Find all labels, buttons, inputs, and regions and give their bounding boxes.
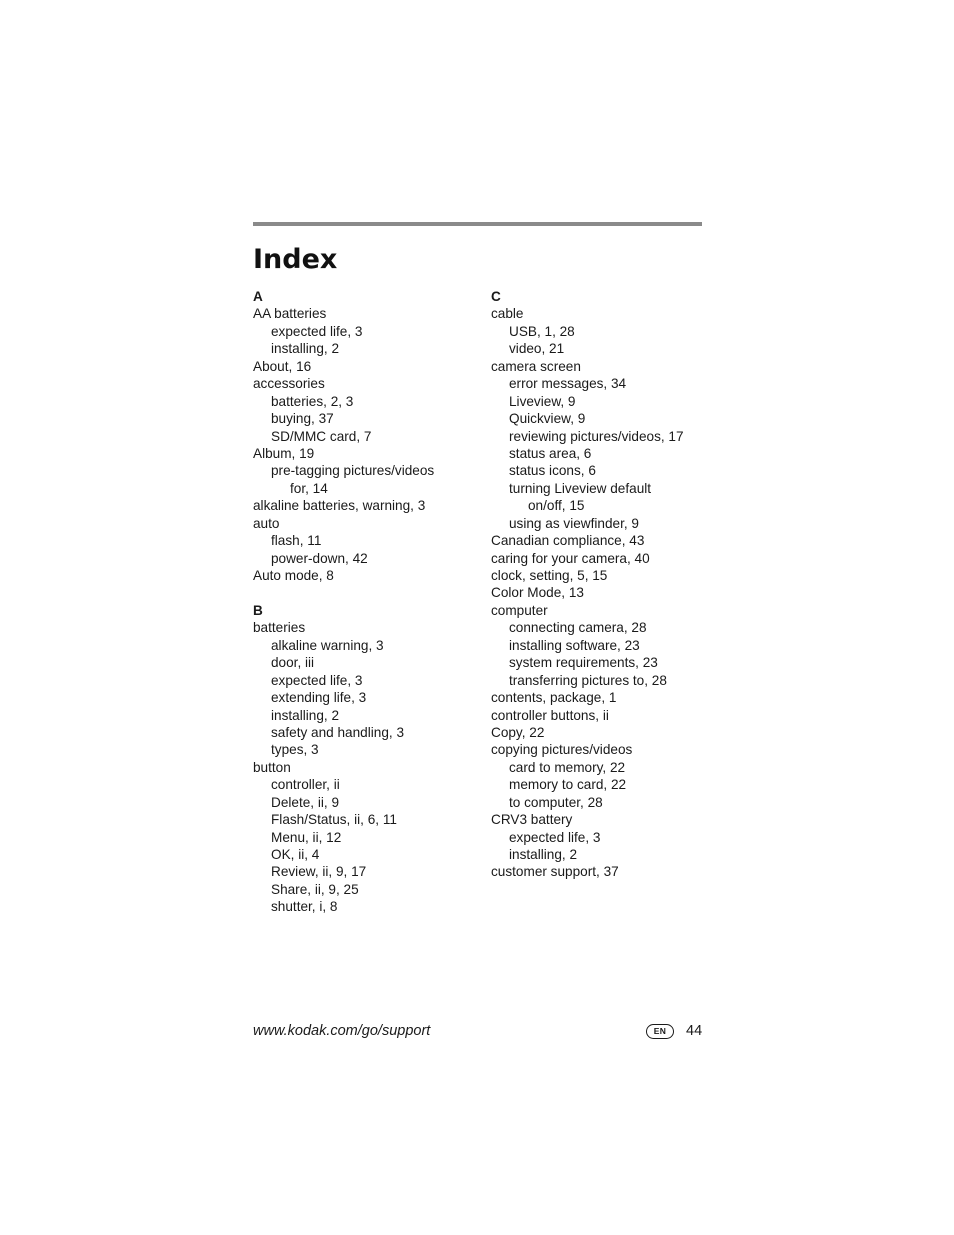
index-entry: batteries bbox=[253, 620, 306, 636]
index-entry: Auto mode, 8 bbox=[253, 568, 334, 583]
index-subentry: expected life, 3 bbox=[271, 672, 363, 688]
index-subentry: installing software, 23 bbox=[509, 637, 640, 653]
index-subentry: batteries, 2, 3 bbox=[271, 393, 354, 409]
index-entry: auto bbox=[253, 515, 280, 531]
index-subentry: status area, 6 bbox=[509, 445, 592, 461]
index-subentry: power-down, 42 bbox=[271, 550, 368, 566]
index-subentry: system requirements, 23 bbox=[509, 655, 658, 671]
section-letter: B bbox=[253, 602, 263, 618]
index-entry: copying pictures/videos bbox=[491, 742, 633, 758]
index-subentry: connecting camera, 28 bbox=[509, 620, 647, 636]
index-column-right bbox=[491, 288, 706, 881]
index-subentry: installing, 2 bbox=[271, 707, 340, 723]
index-entry: alkaline batteries, warning, 3 bbox=[253, 498, 426, 514]
index-subentry: buying, 37 bbox=[271, 411, 334, 427]
index-entry: Color Mode, 13 bbox=[491, 585, 584, 601]
index-subentry: on/off, 15 bbox=[528, 498, 585, 514]
index-subentry: error messages, 34 bbox=[509, 376, 627, 392]
index-subentry: Menu, ii, 12 bbox=[271, 829, 342, 845]
index-subentry: Liveview, 9 bbox=[509, 393, 576, 409]
index-entry: CRV3 battery bbox=[491, 812, 573, 828]
page-number: 44 bbox=[686, 1023, 703, 1039]
index-subentry: safety and handling, 3 bbox=[271, 724, 405, 740]
index-subentry: installing, 2 bbox=[509, 847, 578, 862]
index-subentry: transferring pictures to, 28 bbox=[509, 672, 667, 688]
index-subentry: card to memory, 22 bbox=[509, 759, 626, 775]
index-section-b bbox=[253, 602, 478, 916]
index-subentry: Review, ii, 9, 17 bbox=[271, 864, 367, 880]
index-entry: AA batteries bbox=[253, 306, 327, 322]
index-column-left bbox=[253, 288, 478, 916]
index-subentry: status icons, 6 bbox=[509, 463, 596, 479]
title-rule bbox=[253, 222, 702, 226]
index-subentry: memory to card, 22 bbox=[509, 777, 627, 793]
page-title: Index bbox=[253, 244, 338, 275]
index-subentry: using as viewfinder, 9 bbox=[509, 515, 639, 531]
index-entry: cable bbox=[491, 306, 524, 322]
index-subentry: USB, 1, 28 bbox=[509, 323, 575, 339]
index-entry: clock, setting, 5, 15 bbox=[491, 568, 608, 583]
index-subentry: Delete, ii, 9 bbox=[271, 794, 340, 810]
index-entry: Album, 19 bbox=[253, 445, 315, 461]
index-entry: Canadian compliance, 43 bbox=[491, 533, 645, 549]
index-section-c bbox=[491, 288, 706, 881]
index-subentry: for, 14 bbox=[290, 480, 328, 496]
index-entry: customer support, 37 bbox=[491, 864, 619, 880]
support-link[interactable]: www.kodak.com/go/support bbox=[253, 1023, 431, 1039]
index-entry: caring for your camera, 40 bbox=[491, 550, 650, 566]
index-entry: accessories bbox=[253, 376, 325, 392]
index-subentry: Quickview, 9 bbox=[509, 411, 586, 427]
index-subentry: to computer, 28 bbox=[509, 794, 603, 810]
index-entry: contents, package, 1 bbox=[491, 690, 617, 706]
index-subentry: alkaline warning, 3 bbox=[271, 637, 384, 653]
index-entry: computer bbox=[491, 602, 548, 618]
section-letter: C bbox=[491, 289, 501, 304]
index-subentry: types, 3 bbox=[271, 742, 319, 758]
index-subentry: shutter, i, 8 bbox=[271, 899, 338, 915]
index-entry: camera screen bbox=[491, 358, 581, 374]
section-letter: A bbox=[253, 289, 263, 304]
index-subentry: reviewing pictures/videos, 17 bbox=[509, 428, 684, 444]
index-subentry: door, iii bbox=[271, 655, 315, 671]
index-entry: controller buttons, ii bbox=[491, 707, 609, 723]
index-entry: button bbox=[253, 759, 291, 775]
index-subentry: expected life, 3 bbox=[509, 829, 601, 845]
index-entry: Copy, 22 bbox=[491, 724, 545, 740]
index-subentry: SD/MMC card, 7 bbox=[271, 428, 372, 444]
index-subentry: video, 21 bbox=[509, 341, 565, 357]
language-badge-icon: EN bbox=[646, 1024, 674, 1039]
index-subentry: pre-tagging pictures/videos bbox=[271, 463, 435, 479]
index-section-a bbox=[253, 288, 478, 584]
index-subentry: turning Liveview default bbox=[509, 480, 652, 496]
index-subentry: controller, ii bbox=[271, 777, 340, 793]
index-entry: About, 16 bbox=[253, 358, 312, 374]
index-subentry: expected life, 3 bbox=[271, 323, 363, 339]
index-subentry: OK, ii, 4 bbox=[271, 847, 320, 862]
index-subentry: installing, 2 bbox=[271, 341, 340, 357]
index-subentry: extending life, 3 bbox=[271, 690, 367, 706]
index-subentry: Flash/Status, ii, 6, 11 bbox=[271, 812, 397, 828]
index-subentry: Share, ii, 9, 25 bbox=[271, 881, 359, 897]
index-subentry: flash, 11 bbox=[271, 533, 322, 549]
footer-page-info bbox=[646, 1021, 702, 1041]
